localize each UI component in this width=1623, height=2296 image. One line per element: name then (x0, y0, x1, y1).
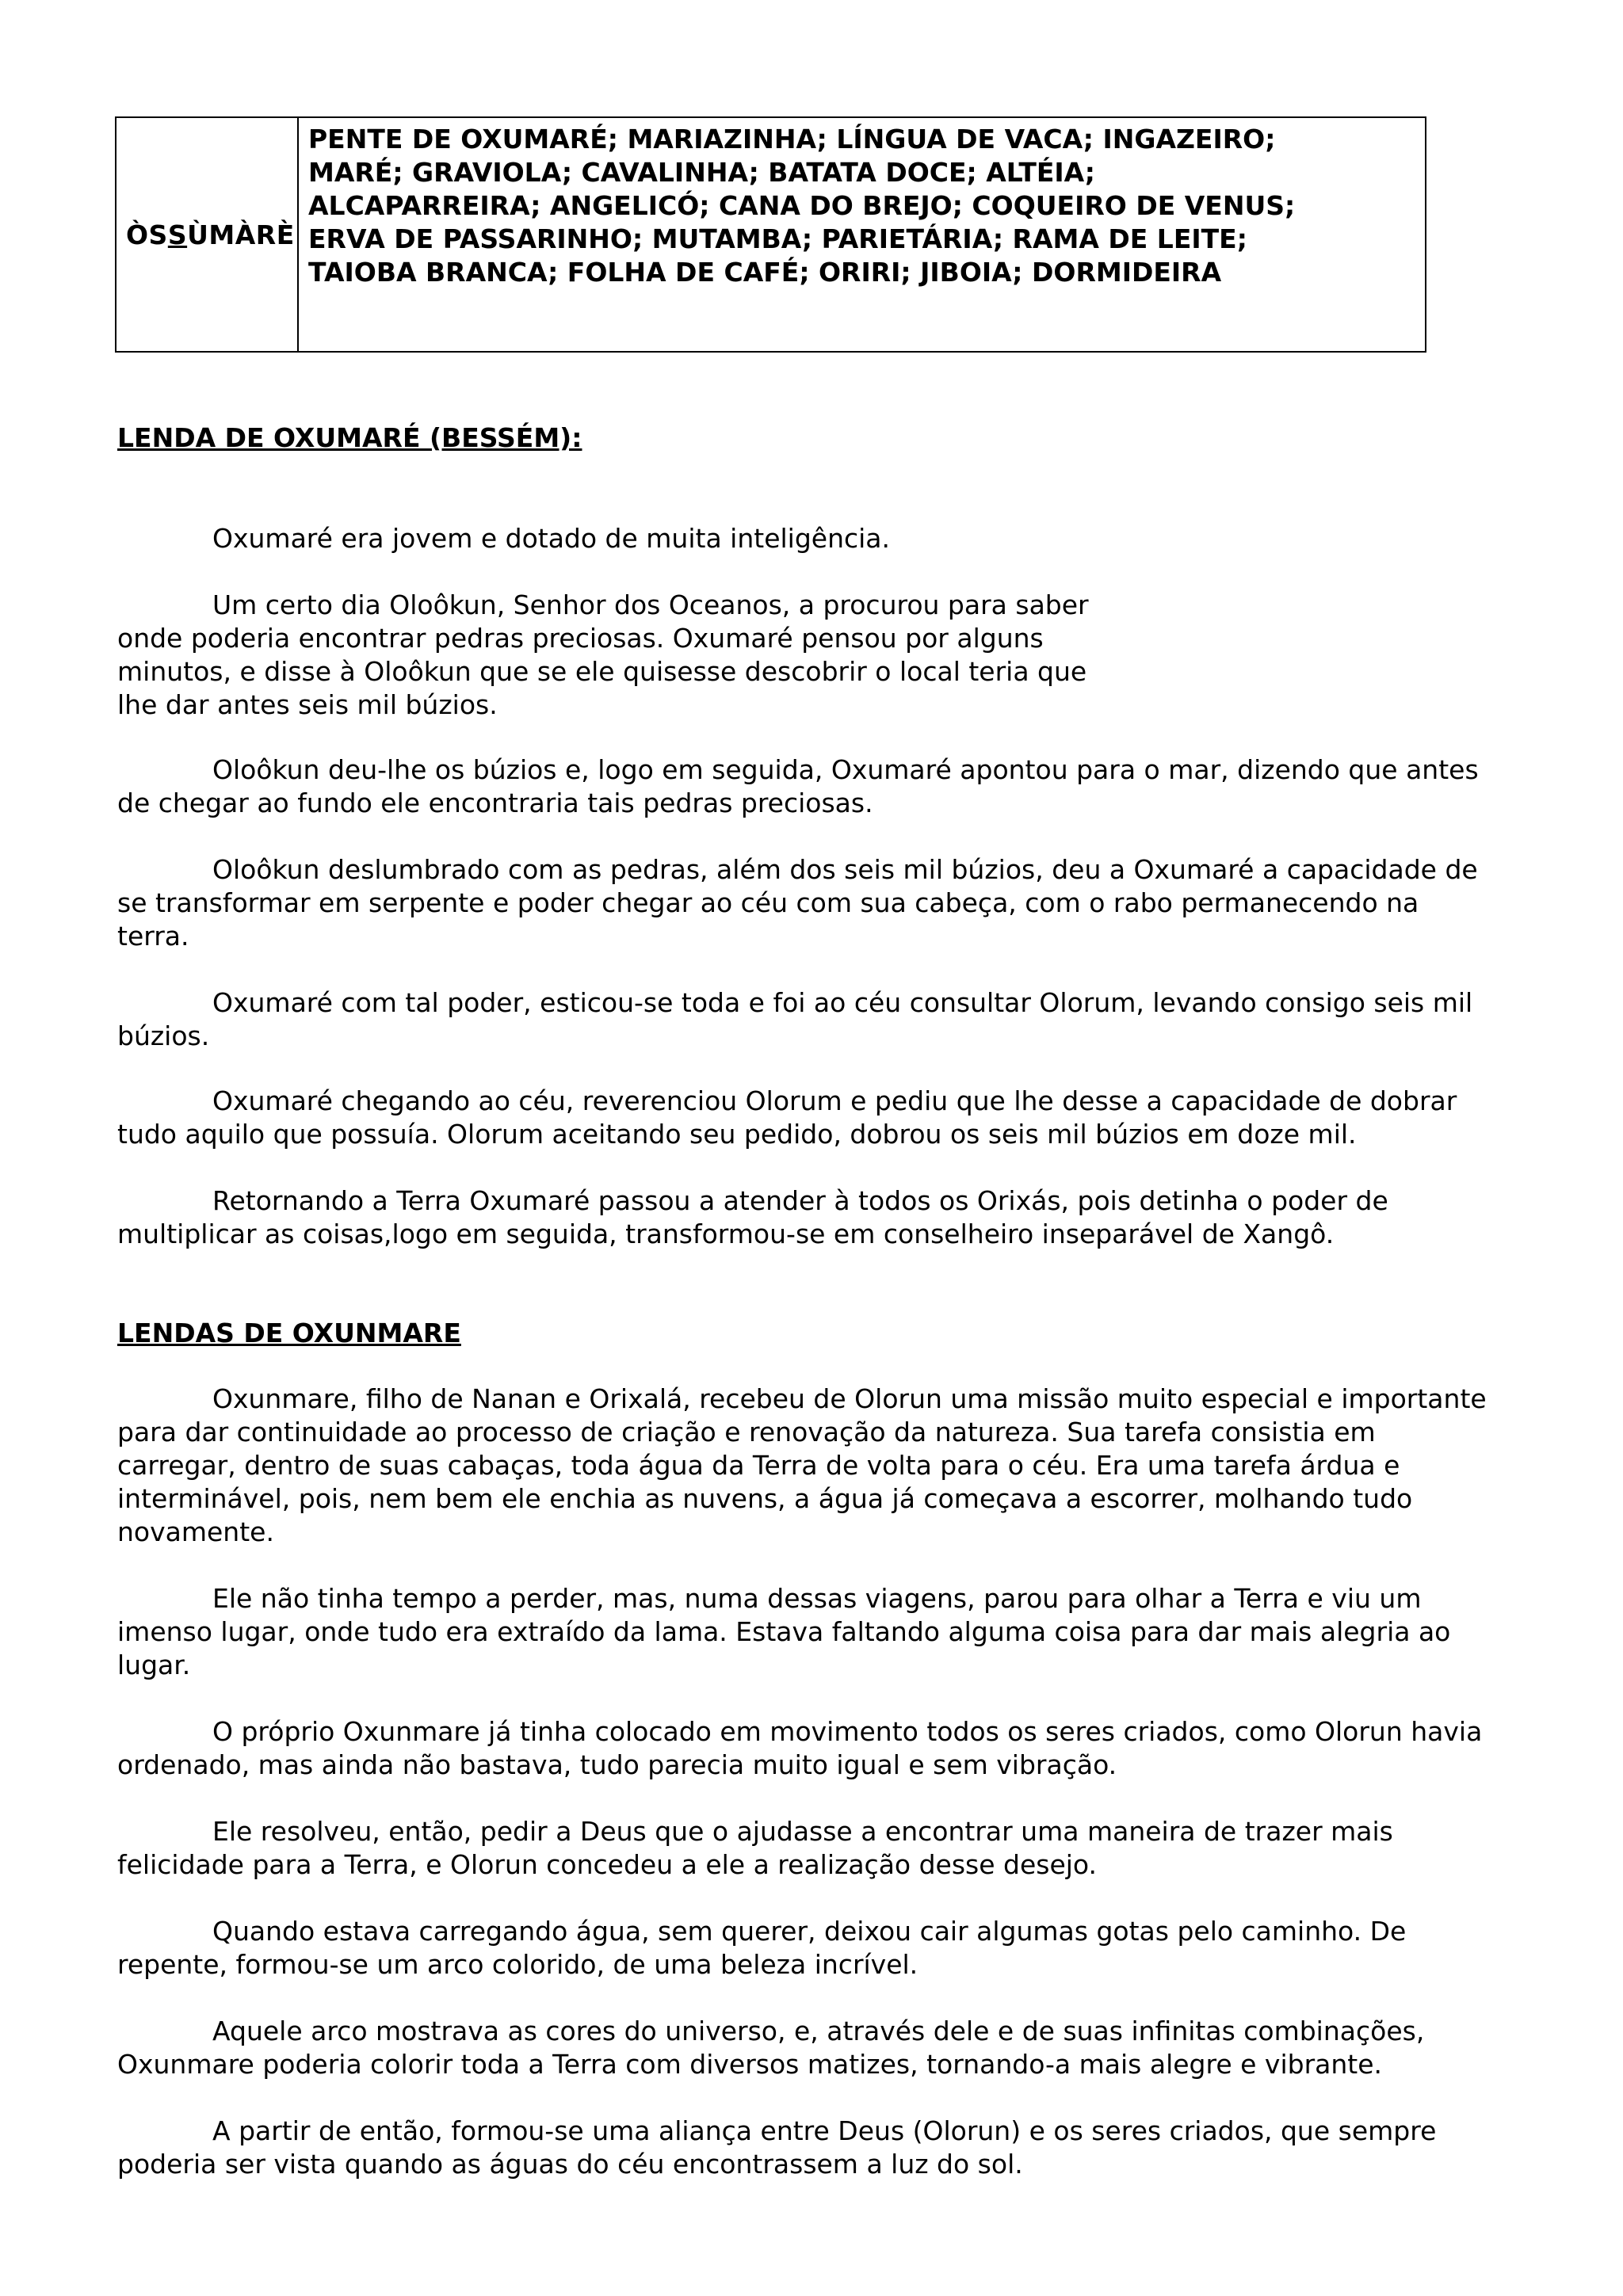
text-line: imenso lugar, onde tudo era extraído da lama. Estava faltando alguma coisa para dar mais alegria ao (117, 1616, 1451, 1647)
herbs-line: MARÉ; GRAVIOLA; CAVALINHA; BATATA DOCE; ALTÉIA; (308, 157, 1095, 188)
text-line: Aquele arco mostrava as cores do universo, e, através dele e de suas infinitas combinações, (212, 2016, 1425, 2046)
text-line: se transformar em serpente e poder chegar ao céu com sua cabeça, com o rabo permanecendo na (117, 887, 1419, 918)
legend2-paragraph (117, 1383, 1487, 1549)
legend2-paragraph (117, 1815, 1393, 1882)
text-line: Um certo dia Oloôkun, Senhor dos Oceanos, a procurou para saber (212, 589, 1089, 620)
text-line: búzios. (117, 1020, 210, 1051)
text-line: interminável, pois, nem bem ele enchia as nuvens, a água já começava a escorrer, molhando tudo (117, 1483, 1413, 1514)
legend2-paragraph (117, 1582, 1450, 1682)
text-line: lugar. (117, 1650, 191, 1680)
text-line: lhe dar antes seis mil búzios. (117, 689, 498, 720)
legend1-paragraph (117, 986, 1472, 1053)
text-line: Oloôkun deslumbrado com as pedras, além dos seis mil búzios, deu a Oxumaré a capacidade de (212, 854, 1478, 885)
text-line: Oxumaré com tal poder, esticou-se toda e foi ao céu consultar Olorum, levando consigo seis mil (212, 987, 1473, 1018)
herbs-table (115, 116, 1426, 353)
text-line: poderia ser vista quando as águas do céu encontrassem a luz do sol. (117, 2149, 1023, 2180)
herbs-line: TAIOBA BRANCA; FOLHA DE CAFÉ; ORIRI; JIBOIA; DORMIDEIRA (308, 257, 1222, 288)
text-line: Oxunmare poderia colorir toda a Terra com diversos matizes, tornando-a mais alegre e vibrante. (117, 2049, 1383, 2080)
text-line: novamente. (117, 1516, 274, 1547)
legend2-heading: LENDAS DE OXUNMARE (117, 1318, 461, 1348)
text-line: Oxumaré era jovem e dotado de muita inteligência. (212, 523, 891, 554)
text-line: terra. (117, 921, 189, 952)
herbs-line: ALCAPARREIRA; ANGELICÓ; CANA DO BREJO; COQUEIRO DE VENUS; (308, 190, 1296, 221)
text-line: ordenado, mas ainda não bastava, tudo parecia muito igual e sem vibração. (117, 1749, 1117, 1780)
herbs-line: PENTE DE OXUMARÉ; MARIAZINHA; LÍNGUA DE VACA; INGAZEIRO; (308, 124, 1276, 154)
herbs-list-cell (299, 118, 1425, 351)
text-line: felicidade para a Terra, e Olorun concedeu a ele a realização desse desejo. (117, 1849, 1098, 1880)
text-line: A partir de então, formou-se uma aliança entre Deus (Olorun) e os seres criados, que sempre (212, 2115, 1437, 2146)
text-line: multiplicar as coisas,logo em seguida, transformou-se em conselheiro inseparável de Xangô. (117, 1219, 1335, 1249)
legend1-paragraph (117, 1085, 1457, 1151)
text-line: para dar continuidade ao processo de criação e renovação da natureza. Sua tarefa consistia em (117, 1417, 1376, 1447)
text-line: repente, formou-se um arco colorido, de uma beleza incrível. (117, 1949, 918, 1980)
legend2-paragraph (117, 2115, 1436, 2181)
text-line: carregar, dentro de suas cabaças, toda água da Terra de volta para o céu. Era uma tarefa árdua e (117, 1450, 1400, 1481)
text-line: Ele não tinha tempo a perder, mas, numa dessas viagens, parou para olhar a Terra e viu um (212, 1583, 1422, 1614)
legend2-paragraph (117, 1915, 1406, 1981)
legend1-paragraph (117, 853, 1478, 953)
text-line: Oloôkun deu-lhe os búzios e, logo em seguida, Oxumaré apontou para o mar, dizendo que antes (212, 754, 1479, 785)
text-line: Oxunmare, filho de Nanan e Orixalá, recebeu de Olorun uma missão muito especial e importante (212, 1383, 1487, 1414)
text-line: Ele resolveu, então, pedir a Deus que o ajudasse a encontrar uma maneira de trazer mais (212, 1816, 1393, 1847)
text-line: minutos, e disse à Oloôkun que se ele quisesse descobrir o local teria que (117, 656, 1087, 687)
text-line: Oxumaré chegando ao céu, reverenciou Olorum e pediu que lhe desse a capacidade de dobrar (212, 1085, 1457, 1116)
orixa-name-part1: ÒS (126, 219, 168, 250)
legend1-paragraph (117, 1184, 1388, 1251)
herbs-line: ERVA DE PASSARINHO; MUTAMBA; PARIETÁRIA; RAMA DE LEITE; (308, 223, 1247, 254)
text-line: Retornando a Terra Oxumaré passou a atender à todos os Orixás, pois detinha o poder de (212, 1185, 1388, 1216)
orixa-name-part2: ÙMÀRÈ (187, 219, 295, 250)
legend1-paragraph (117, 522, 890, 555)
legend1-paragraph (117, 753, 1479, 820)
orixa-name-underlined: S (167, 219, 188, 250)
orixa-name-cell (116, 118, 299, 351)
text-line: de chegar ao fundo ele encontraria tais pedras preciosas. (117, 788, 873, 818)
text-line: tudo aquilo que possuía. Olorum aceitando seu pedido, dobrou os seis mil búzios em doze mil. (117, 1119, 1357, 1150)
legend1-paragraph (117, 589, 1089, 722)
text-line: O próprio Oxunmare já tinha colocado em movimento todos os seres criados, como Olorun havia (212, 1716, 1483, 1747)
legend2-paragraph (117, 2015, 1424, 2081)
text-line: Quando estava carregando água, sem querer, deixou cair algumas gotas pelo caminho. De (212, 1916, 1407, 1947)
text-line: onde poderia encontrar pedras preciosas. Oxumaré pensou por alguns (117, 623, 1044, 654)
legend1-heading: LENDA DE OXUMARÉ (BESSÉM): (117, 422, 582, 453)
legend2-paragraph (117, 1715, 1482, 1782)
